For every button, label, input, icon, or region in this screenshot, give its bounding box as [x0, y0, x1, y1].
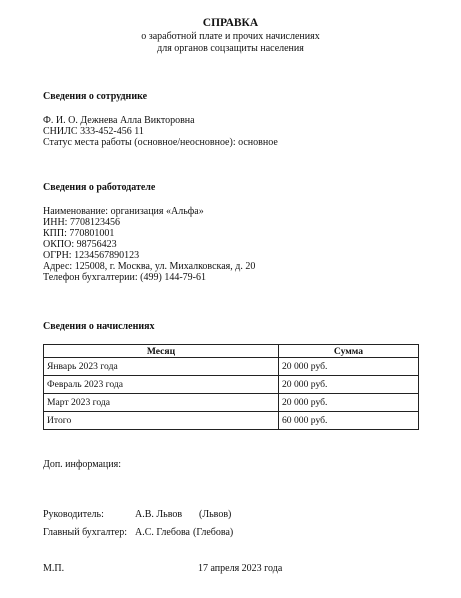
table-row — [44, 376, 419, 394]
row-month: Март 2023 года — [44, 394, 279, 412]
table-row — [44, 358, 419, 376]
employer-kpp: КПП: 770801001 — [43, 228, 115, 239]
table-row — [44, 394, 419, 412]
document-title: СПРАВКА — [202, 17, 259, 29]
head-signature-label: Руководитель: — [43, 509, 104, 520]
employee-work-status: Статус места работы (основное/неосновное): основное — [43, 137, 278, 148]
payments-table-header — [44, 345, 419, 358]
head-name: А.В. Львов — [135, 509, 183, 520]
column-header-sum: Сумма — [279, 345, 419, 358]
additional-info-label: Доп. информация: — [43, 459, 121, 470]
row-month: Итого — [44, 412, 279, 430]
employer-ogrn: ОГРН: 1234567890123 — [43, 250, 140, 261]
stamp-placeholder: М.П. — [43, 563, 65, 574]
head-signature: (Львов) — [199, 509, 232, 520]
employee-section-heading: Сведения о сотруднике — [43, 91, 148, 102]
employer-name: Наименование: организация «Альфа» — [43, 206, 204, 217]
accountant-signature: (Глебова) — [193, 527, 234, 538]
employee-fio: Ф. И. О. Дежнева Алла Викторовна — [43, 115, 195, 126]
row-sum: 20 000 руб. — [279, 358, 419, 376]
row-sum: 20 000 руб. — [279, 394, 419, 412]
document-subtitle-line-2: для органов соцзащиты населения — [157, 43, 304, 54]
employer-address: Адрес: 125008, г. Москва, ул. Михалковская, д. 20 — [43, 261, 256, 272]
payments-section-heading: Сведения о начислениях — [43, 321, 155, 332]
employer-inn: ИНН: 7708123456 — [43, 217, 120, 228]
employer-okpo: ОКПО: 98756423 — [43, 239, 117, 250]
employer-phone: Телефон бухгалтерии: (499) 144-79-61 — [43, 272, 206, 283]
row-sum: 60 000 руб. — [279, 412, 419, 430]
employer-section-heading: Сведения о работодателе — [43, 182, 156, 193]
document-subtitle-line-1: о заработной плате и прочих начислениях — [141, 31, 320, 42]
payments-table — [43, 344, 419, 430]
row-month: Февраль 2023 года — [44, 376, 279, 394]
employee-snils: СНИЛС 333-452-456 11 — [43, 126, 144, 137]
row-month: Январь 2023 года — [44, 358, 279, 376]
column-header-month: Месяц — [44, 345, 279, 358]
table-row-total — [44, 412, 419, 430]
accountant-name: А.С. Глебова — [135, 527, 190, 538]
row-sum: 20 000 руб. — [279, 376, 419, 394]
document-date: 17 апреля 2023 года — [198, 563, 283, 574]
accountant-signature-label: Главный бухгалтер: — [43, 527, 128, 538]
